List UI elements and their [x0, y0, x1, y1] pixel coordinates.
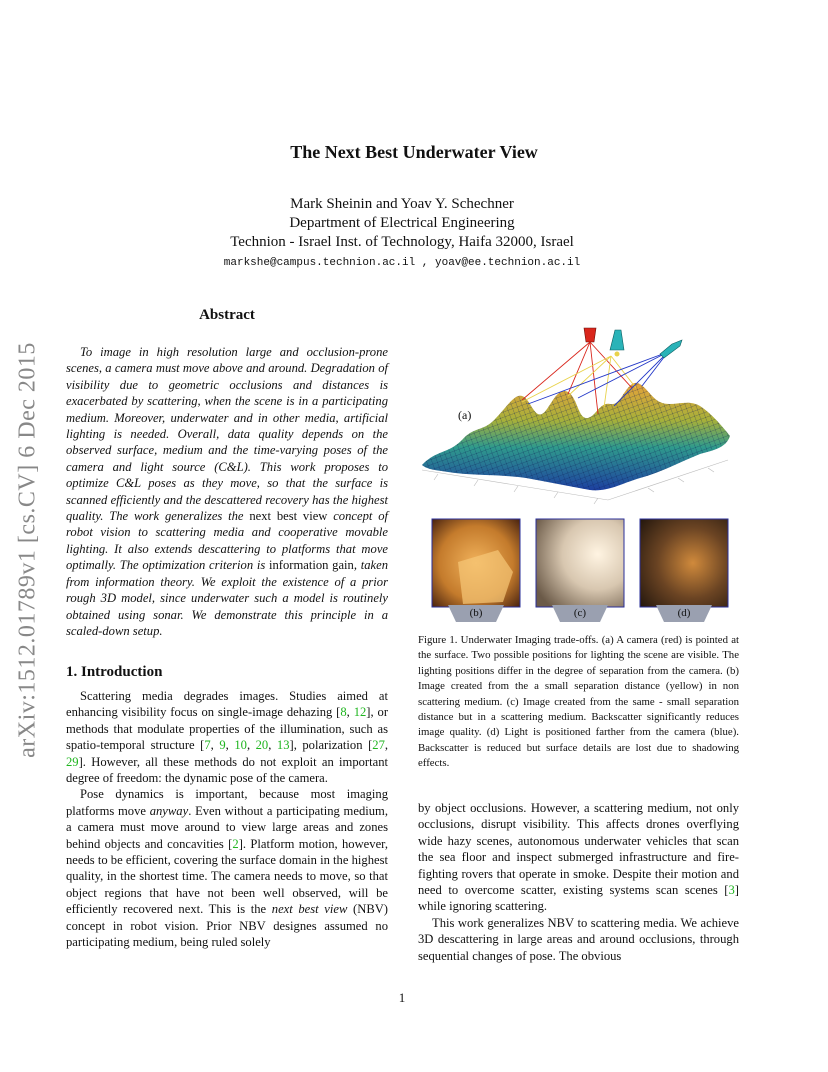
figure-label-c: (c) [573, 607, 587, 619]
abstract-body [66, 344, 388, 639]
figure-label-b: (b) [469, 607, 483, 619]
arxiv-id: arXiv:1512.01789v1 [cs.CV] 6 Dec 2015 [14, 342, 41, 758]
right-column-body [418, 800, 739, 964]
intro-paragraph: Pose dynamics is important, because most imaging platforms move anyway. Even without a participating medium, a camera must move around to view large areas and zones behind objects and concavities [2]. Platform motion, however, needs to be efficient, covering the surface domain in the highest quality, in the shortest time. The camera needs to move, so that object regions that have not been well observed, will be efficiently recovered next. This is the next best view (NBV) concept in robot vision. Prior NBV designes assumed no participating medium, being ruled solely [66, 787, 389, 950]
abstract-term: next best view [249, 509, 328, 524]
image-thumbnail-d [640, 519, 728, 607]
citation-link[interactable]: 29 [66, 754, 79, 769]
abstract-heading: Abstract [199, 307, 255, 323]
citation-link[interactable]: 7 [204, 738, 211, 753]
citation-link[interactable]: 8 [340, 705, 347, 720]
camera-icon [584, 328, 596, 342]
citation-link[interactable]: 13 [276, 738, 290, 753]
abstract-term: information gain [268, 558, 354, 573]
department: Department of Electrical Engineering [289, 215, 515, 231]
figure-caption: Figure 1. Underwater Imaging trade-offs. (a) A camera (red) is pointed at the surface. Two possible positions for lighting the scene are visible. The lighting positions differ in the degree of separation from the camera. (b) Image created from the a small separation distance (yellow) in non scattering medium. (c) Image created from the same - small separation distance but in a scattering medium. Backscatter significantly reduces image quality. (d) Light is positioned farther from the camera (blue). Backscatter is reduced but surface details are lost due to shadowing effects. [418, 634, 739, 770]
body-paragraph: by object occlusions. However, a scattering medium, not only occlusions, disrupt visibility. This affects drones overflying wide hazy scenes, autonomous underwater vehicles that scan the sea floor and inspect submerged infrastructure and fire-fighting rovers that operate in smoke. Despite their motion and need to overcome scatter, existing systems scan scenes [3] while ignoring scattering. [418, 801, 739, 914]
citation-link[interactable]: 3 [728, 883, 735, 898]
figure-1 [418, 322, 742, 627]
intro-body [66, 688, 388, 951]
figure-label-a: (a) [458, 408, 472, 422]
light-near-icon [610, 330, 624, 357]
author-emails: markshe@campus.technion.ac.il , yoav@ee.technion.ac.il [223, 257, 581, 269]
body-paragraph: This work generalizes NBV to scattering media. We achieve 3D descattering in large areas and around occlusions, through sequential changes of pose. The obvious [418, 915, 739, 963]
citation-link[interactable]: 10 [234, 738, 247, 753]
abstract-text: , taken from information theory. We exploit the existence of a prior rough 3D model, since underwater such a model is routinely obtained using sonar. We demonstrate this principle in a scaled-down setup. [66, 558, 389, 638]
citation-link[interactable]: 12 [353, 705, 367, 720]
citation-link[interactable]: 9 [219, 738, 226, 753]
figure-label-d: (d) [677, 607, 691, 619]
citation-link[interactable]: 20 [255, 738, 269, 753]
citation-link[interactable]: 27 [372, 738, 385, 753]
terrain-surface [422, 383, 730, 490]
intro-paragraph: Scattering media degrades images. Studies aimed at enhancing visibility focus on single-image dehazing [8, 12], or methods that modulate properties of the illumination, such as spatio-temporal structure [7, 9, 10, 20, 13], polarization [27, 29]. However, all these methods do not exploit an important degree of freedom: the dynamic pose of the camera. [66, 689, 389, 786]
abstract-text: concept of robot vision to scattering media and cooperative movable lighting. It also extends descattering to platforms that move optimally. The optimization criterion is [66, 509, 388, 573]
paper-title: The Next Best Underwater View [290, 142, 538, 162]
abstract-text: To image in high resolution large and occlusion-prone scenes, a camera must move above and around. Degradation of visibility due to geometric occlusions and distances is exacerbated by scattering, when the scene is in a participating medium. Moreover, underwater and in other media, artificial lighting is needed. Overall, data quality depends on the observed surface, medium and the time-varying poses of the camera and light source (C&L). This work proposes to optimize C&L poses as they move, so that the surface is scanned efficiently and the descattered recovery has the highest quality. The work generalizes the [66, 345, 388, 524]
image-thumbnail-c [536, 519, 624, 607]
authors: Mark Sheinin and Yoav Y. Schechner [290, 196, 514, 212]
page-number: 1 [398, 990, 406, 1005]
light-far-icon [660, 340, 682, 358]
figure-1-graphic [418, 322, 742, 627]
arxiv-sidebar [8, 290, 48, 810]
section-heading-introduction: 1. Introduction [66, 664, 163, 680]
citation-link[interactable]: 2 [232, 836, 239, 851]
institution: Technion - Israel Inst. of Technology, Haifa 32000, Israel [230, 234, 574, 250]
